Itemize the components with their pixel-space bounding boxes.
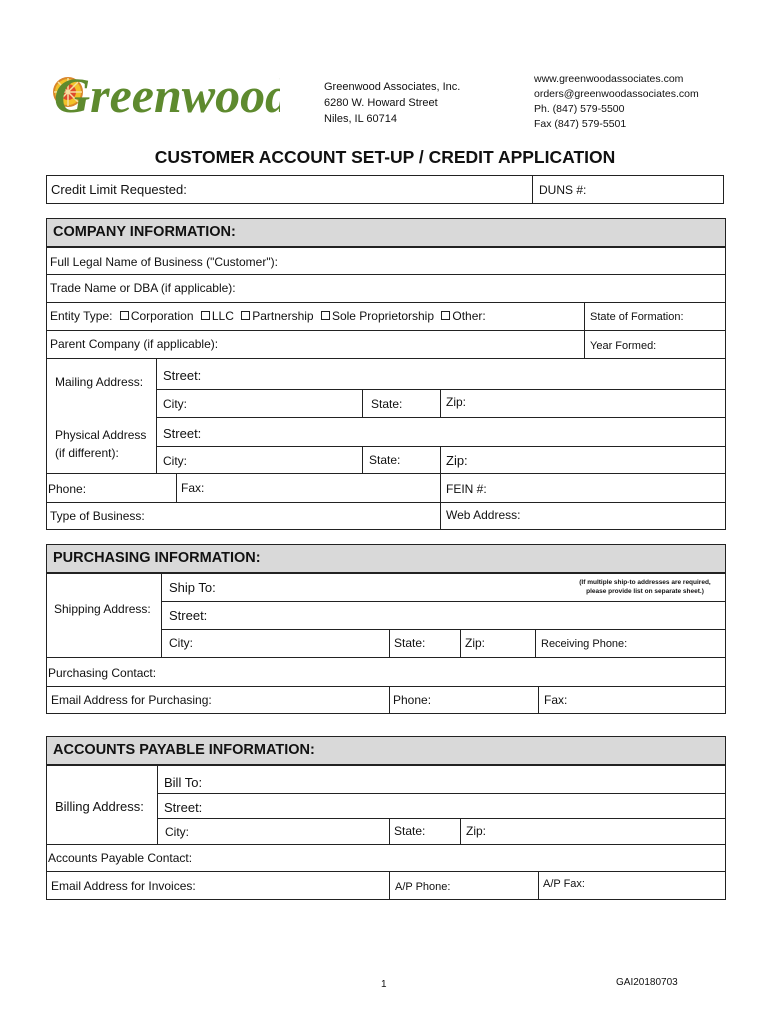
page-title: CUSTOMER ACCOUNT SET-UP / CREDIT APPLICATION xyxy=(154,147,616,167)
note-line-2: please provide list on separate sheet.) xyxy=(586,588,704,595)
document-code: GAI20180703 xyxy=(616,977,678,988)
physical-zip-field[interactable]: Zip: xyxy=(446,453,468,468)
sole-proprietorship-label: Sole Proprietorship xyxy=(331,309,435,323)
mailing-zip-field[interactable]: Zip: xyxy=(446,395,467,409)
fein-field[interactable]: FEIN #: xyxy=(446,482,487,496)
greenwood-logo xyxy=(48,62,280,140)
logo-text: Greenwood xyxy=(54,67,280,123)
phone-field[interactable]: Phone: xyxy=(48,482,87,496)
partnership-label: Partnership xyxy=(252,309,314,323)
mailing-state-field[interactable]: State: xyxy=(371,397,403,411)
accounts-payable-heading: ACCOUNTS PAYABLE INFORMATION: xyxy=(46,736,726,765)
ap-contact-field[interactable]: Accounts Payable Contact: xyxy=(48,851,193,865)
other-checkbox[interactable] xyxy=(441,311,450,320)
page-number: 1 xyxy=(381,979,387,990)
physical-city-field[interactable]: City: xyxy=(163,454,187,468)
company-street: 6280 W. Howard Street xyxy=(324,97,438,109)
corporation-checkbox[interactable] xyxy=(120,311,129,320)
duns-field[interactable]: DUNS #: xyxy=(539,183,587,197)
ship-to-field[interactable]: Ship To: xyxy=(169,580,216,595)
purchasing-fax-field[interactable]: Fax: xyxy=(544,693,568,707)
mailing-street-field[interactable]: Street: xyxy=(163,368,202,383)
shipping-zip-field[interactable]: Zip: xyxy=(465,636,486,650)
company-address xyxy=(324,79,460,127)
mailing-city-field[interactable]: City: xyxy=(163,397,187,411)
entity-type-label: Entity Type: xyxy=(50,309,113,323)
shipping-street-field[interactable]: Street: xyxy=(169,608,208,623)
shipping-state-field[interactable]: State: xyxy=(394,636,426,650)
bill-to-field[interactable]: Bill To: xyxy=(164,775,203,790)
ap-phone-field[interactable]: A/P Phone: xyxy=(395,881,451,893)
corporation-label: Corporation xyxy=(130,309,194,323)
other-label: Other: xyxy=(452,309,486,323)
company-phone: Ph. (847) 579-5500 xyxy=(534,103,625,115)
parent-company-field[interactable]: Parent Company (if applicable): xyxy=(50,337,219,351)
state-of-formation-field[interactable]: State of Formation: xyxy=(590,311,684,323)
purchasing-contact-field[interactable]: Purchasing Contact: xyxy=(48,666,157,680)
billing-street-field[interactable]: Street: xyxy=(164,800,203,815)
physical-state-field[interactable]: State: xyxy=(369,453,401,467)
shipping-city-field[interactable]: City: xyxy=(169,636,193,650)
purchasing-phone-field[interactable]: Phone: xyxy=(393,693,432,707)
website-link[interactable]: www.greenwoodassociates.com xyxy=(534,73,684,85)
shipping-address-label: Shipping Address: xyxy=(54,602,151,616)
billing-address-label: Billing Address: xyxy=(55,799,144,814)
entity-type-group xyxy=(50,309,486,323)
multiple-ship-to-note xyxy=(560,578,730,596)
company-fax: Fax (847) 579-5501 xyxy=(534,118,627,130)
web-address-field[interactable]: Web Address: xyxy=(446,508,521,522)
invoice-email-field[interactable]: Email Address for Invoices: xyxy=(51,879,196,893)
credit-limit-field[interactable]: Credit Limit Requested: xyxy=(51,182,187,197)
sole-proprietorship-checkbox[interactable] xyxy=(321,311,330,320)
company-name: Greenwood Associates, Inc. xyxy=(324,81,461,93)
receiving-phone-field[interactable]: Receiving Phone: xyxy=(541,638,628,650)
physical-address-label: Physical Address xyxy=(55,428,147,442)
trade-name-field[interactable]: Trade Name or DBA (if applicable): xyxy=(50,281,236,295)
purchasing-info-heading: PURCHASING INFORMATION: xyxy=(46,544,726,573)
mailing-address-label: Mailing Address: xyxy=(55,375,144,389)
billing-zip-field[interactable]: Zip: xyxy=(466,824,487,838)
legal-name-field[interactable]: Full Legal Name of Business ("Customer"): xyxy=(50,255,278,269)
company-contact xyxy=(534,72,699,132)
fax-field[interactable]: Fax: xyxy=(181,481,205,495)
billing-city-field[interactable]: City: xyxy=(165,825,189,839)
physical-if-different-label: (if different): xyxy=(55,446,119,460)
billing-state-field[interactable]: State: xyxy=(394,824,426,838)
company-city: Niles, IL 60714 xyxy=(324,113,397,125)
llc-label: LLC xyxy=(211,309,234,323)
company-info-heading: COMPANY INFORMATION: xyxy=(46,218,726,247)
purchasing-email-field[interactable]: Email Address for Purchasing: xyxy=(51,693,212,707)
physical-street-field[interactable]: Street: xyxy=(163,426,202,441)
ap-fax-field[interactable]: A/P Fax: xyxy=(543,878,585,890)
partnership-checkbox[interactable] xyxy=(241,311,250,320)
year-formed-field[interactable]: Year Formed: xyxy=(590,340,657,352)
note-line-1: (If multiple ship-to addresses are required, xyxy=(579,579,711,586)
llc-checkbox[interactable] xyxy=(201,311,210,320)
email-link[interactable]: orders@greenwoodassociates.com xyxy=(534,88,699,100)
type-of-business-field[interactable]: Type of Business: xyxy=(50,509,145,523)
